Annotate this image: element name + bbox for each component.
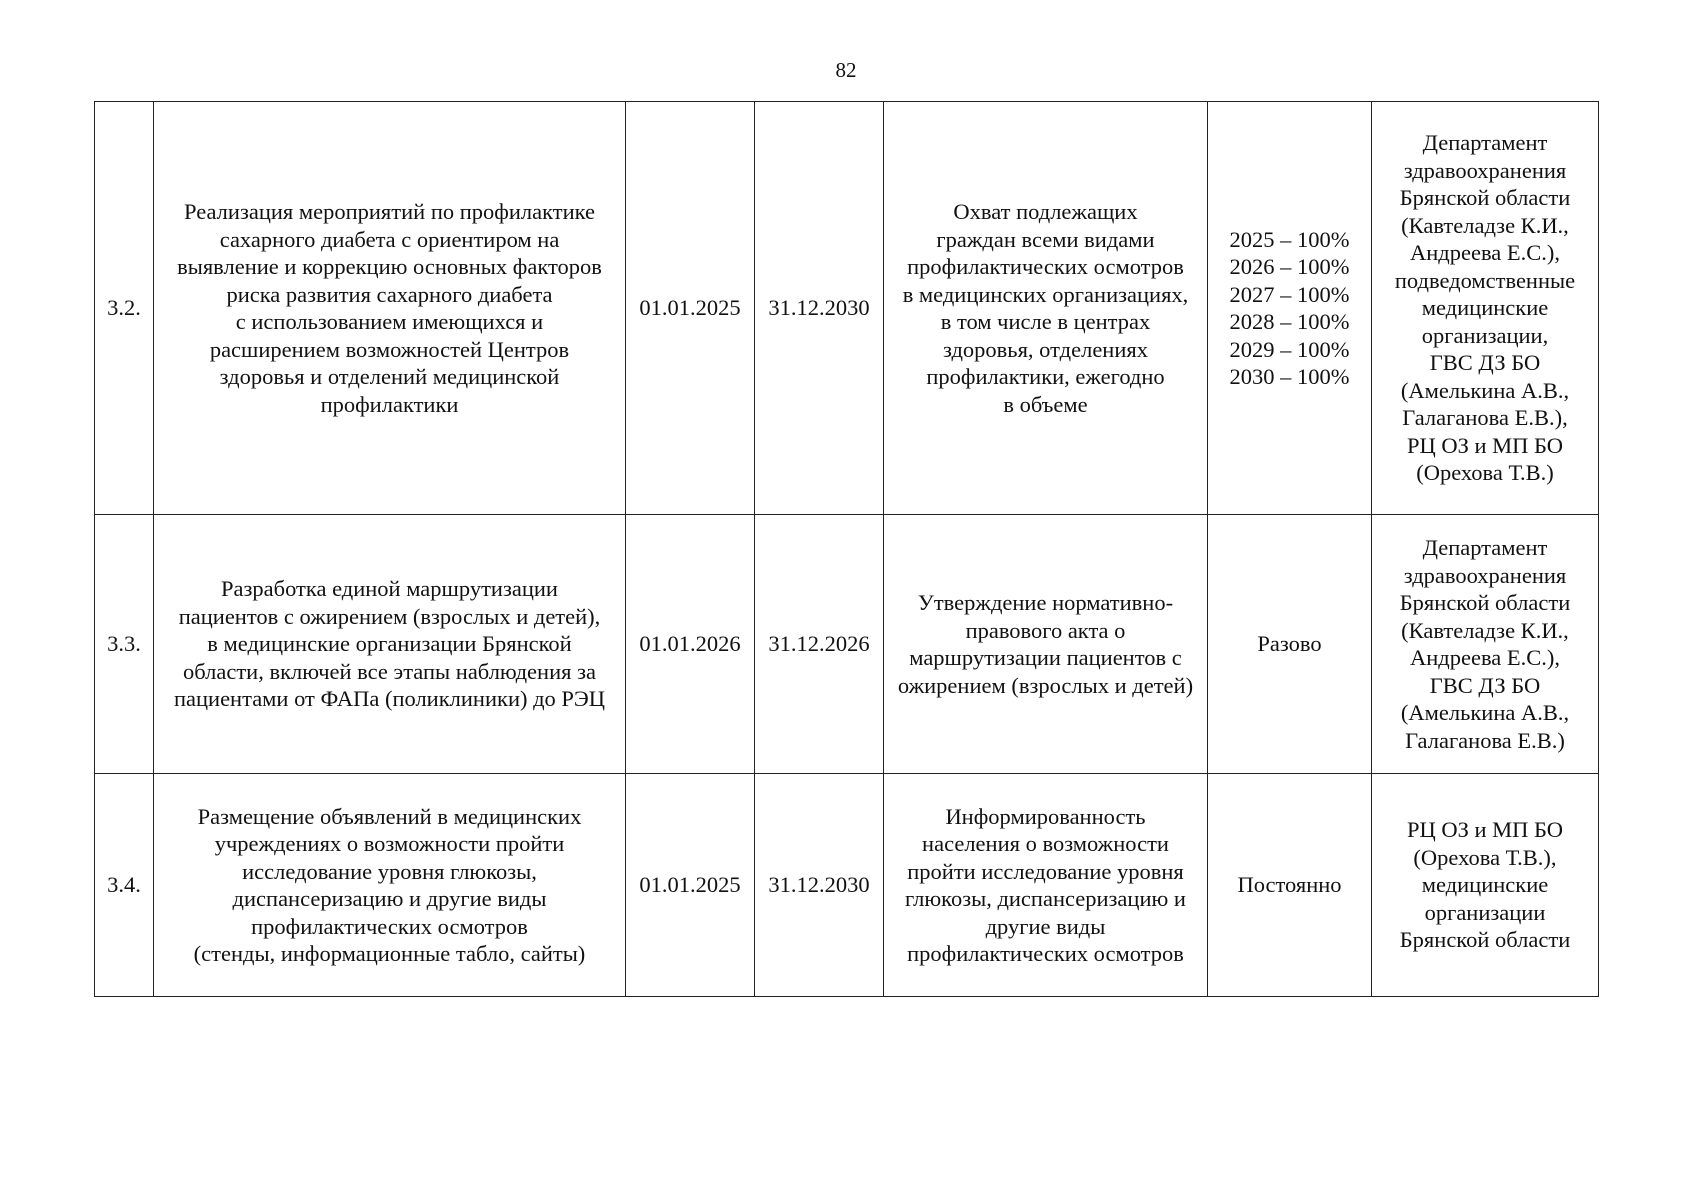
text-line: маршрутизации пациентов с: [909, 645, 1182, 670]
text-line: Брянской области: [1399, 185, 1571, 211]
text-line: (Амелькина А.В.,: [1400, 700, 1570, 725]
end-date-cell: 31.12.2030: [755, 774, 884, 997]
text-line: Андреева Е.С.),: [1409, 240, 1561, 266]
target-value-cell: [1208, 774, 1372, 997]
text-line: Брянской области: [1399, 927, 1571, 953]
text-line: в том числе в центрах: [940, 309, 1151, 334]
text-line: Галаганова Е.В.): [1405, 727, 1565, 753]
text-line: РЦ ОЗ и МП БО: [1406, 432, 1564, 458]
activity-cell: [154, 102, 626, 515]
text-line: выявление и коррекцию основных факторов: [177, 254, 602, 279]
responsible-cell: [1372, 515, 1599, 774]
text-line: риска развития сахарного диабета: [226, 281, 553, 307]
text-line: ожирением (взрослых и детей): [897, 672, 1194, 698]
indicator-cell: [884, 515, 1208, 774]
text-line: населения о возможности: [922, 831, 1169, 856]
table-row: [95, 102, 1599, 515]
text-line: РЦ ОЗ и МП БО: [1406, 817, 1564, 843]
text-line: профилактики: [320, 391, 459, 417]
text-line: (стенды, информационные табло, сайты): [193, 941, 586, 966]
table-row: [95, 774, 1599, 997]
target-values: [1257, 630, 1321, 658]
text-line: Разово: [1257, 631, 1322, 657]
text-line: Галаганова Е.В.),: [1402, 405, 1568, 431]
text-line: ГВС ДЗ БО: [1429, 672, 1541, 698]
text-line: Департамент: [1422, 535, 1548, 560]
end-date-cell: 31.12.2026: [755, 515, 884, 774]
indicator-cell: [884, 102, 1208, 515]
responsible-text: [1376, 816, 1594, 954]
row-number: 3.2.: [95, 102, 154, 515]
responsible-cell: [1372, 102, 1599, 515]
indicator-text: [888, 589, 1203, 699]
text-line: организации: [1424, 899, 1546, 925]
start-date-cell: 01.01.2025: [626, 774, 755, 997]
text-line: 2027 – 100%: [1229, 281, 1350, 307]
text-line: организации,: [1421, 322, 1549, 348]
text-line: граждан всеми видами: [936, 226, 1155, 252]
text-line: Андреева Е.С.),: [1409, 645, 1561, 670]
text-line: (Орехова Т.В.): [1416, 460, 1554, 486]
text-line: профилактических осмотров: [907, 941, 1184, 966]
text-line: исследование уровня глюкозы,: [242, 858, 537, 884]
target-values: [1237, 871, 1341, 899]
indicator-text: [888, 198, 1203, 418]
text-line: здравоохранения: [1403, 562, 1567, 588]
text-line: другие виды: [985, 913, 1106, 939]
text-line: 2029 – 100%: [1229, 336, 1350, 362]
text-line: 2026 – 100%: [1229, 254, 1350, 279]
end-date-cell: 31.12.2030: [755, 102, 884, 515]
text-line: (Амелькина А.В.,: [1400, 377, 1570, 403]
text-line: в объеме: [1003, 391, 1088, 417]
activities-table: [94, 101, 1599, 997]
row-number: 3.4.: [95, 774, 154, 997]
text-line: в медицинские организации Брянской: [207, 631, 572, 657]
text-line: профилактических осмотров: [907, 254, 1184, 279]
text-line: Утверждение нормативно-: [917, 590, 1174, 615]
text-line: профилактических осмотров: [251, 913, 528, 939]
text-line: Постоянно: [1237, 872, 1342, 898]
activity-text: [158, 198, 621, 418]
target-values: [1230, 226, 1350, 391]
text-line: (Кавтеладзе К.И.,: [1401, 212, 1569, 238]
text-line: учреждениях о возможности пройти: [214, 831, 565, 856]
text-line: 2028 – 100%: [1229, 309, 1350, 334]
text-line: медицинские: [1421, 872, 1549, 898]
text-line: 2030 – 100%: [1229, 364, 1350, 389]
row-number: 3.3.: [95, 515, 154, 774]
text-line: с использованием имеющихся и: [235, 309, 544, 334]
activity-text: [158, 803, 621, 968]
text-line: диспансеризацию и другие виды: [232, 886, 547, 911]
activity-text: [158, 575, 621, 713]
text-line: Реализация мероприятий по профилактике: [184, 199, 595, 224]
text-line: (Орехова Т.В.),: [1413, 844, 1557, 870]
text-line: пройти исследование уровня: [907, 858, 1184, 884]
start-date-cell: 01.01.2026: [626, 515, 755, 774]
text-line: пациентов с ожирением (взрослых и детей),: [178, 603, 601, 629]
text-line: Разработка единой маршрутизации: [221, 576, 558, 602]
responsible-text: [1376, 129, 1594, 487]
text-line: сахарного диабета с ориентиром на: [219, 226, 560, 252]
text-line: профилактики, ежегодно: [926, 364, 1165, 389]
text-line: 2025 – 100%: [1229, 226, 1350, 252]
text-line: медицинские: [1421, 295, 1549, 321]
start-date-cell: 01.01.2025: [626, 102, 755, 515]
responsible-text: [1376, 534, 1594, 754]
indicator-text: [888, 803, 1203, 968]
text-line: Охват подлежащих: [953, 199, 1138, 224]
text-line: здоровья и отделений медицинской: [219, 364, 560, 389]
activity-cell: [154, 774, 626, 997]
target-value-cell: [1208, 102, 1372, 515]
text-line: здравоохранения: [1403, 157, 1567, 183]
activity-cell: [154, 515, 626, 774]
table-row: [95, 515, 1599, 774]
text-line: Департамент: [1422, 130, 1548, 156]
text-line: в медицинских организациях,: [902, 281, 1189, 307]
text-line: Размещение объявлений в медицинских: [197, 803, 582, 829]
text-line: глюкозы, диспансеризацию и: [905, 886, 1186, 911]
text-line: (Кавтеладзе К.И.,: [1401, 617, 1569, 643]
text-line: пациентами от ФАПа (поликлиники) до РЭЦ: [173, 686, 606, 712]
text-line: Информированность: [945, 803, 1146, 829]
indicator-cell: [884, 774, 1208, 997]
responsible-cell: [1372, 774, 1599, 997]
target-value-cell: [1208, 515, 1372, 774]
text-line: здоровья, отделениях: [943, 336, 1148, 362]
text-line: подведомственные: [1394, 267, 1576, 293]
text-line: ГВС ДЗ БО: [1429, 350, 1541, 376]
text-line: Брянской области: [1399, 590, 1571, 615]
page-number: 82: [835, 58, 857, 82]
text-line: расширением возможностей Центров: [209, 336, 570, 362]
text-line: правового акта о: [965, 617, 1126, 643]
text-line: области, включей все этапы наблюдения за: [183, 658, 596, 684]
